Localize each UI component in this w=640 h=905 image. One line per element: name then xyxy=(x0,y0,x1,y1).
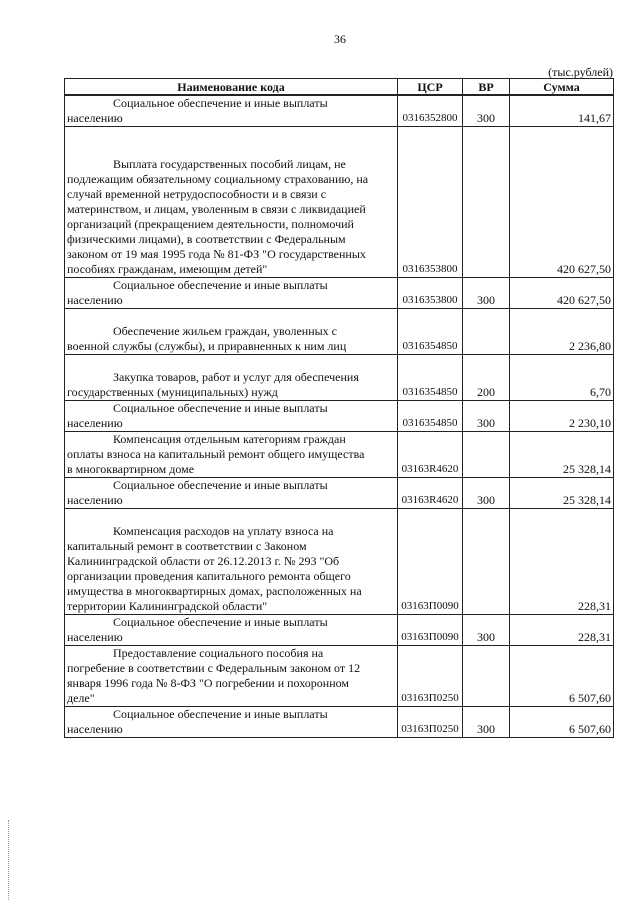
table-row xyxy=(65,127,614,278)
row-name xyxy=(65,707,398,738)
row-sum: 420 627,50 xyxy=(510,278,614,309)
row-name-line: материнством, и лицам, уволенным в связи с ликвидацией xyxy=(67,202,366,216)
header-sum: Сумма xyxy=(510,79,614,96)
row-vr xyxy=(463,509,510,615)
row-vr: 300 xyxy=(463,401,510,432)
row-name-line: Калининградской области от 26.12.2013 г. № 293 "Об xyxy=(67,554,340,568)
units-label: (тыс.рублей) xyxy=(548,65,613,79)
row-sum: 6 507,60 xyxy=(510,707,614,738)
row-sum: 25 328,14 xyxy=(510,432,614,478)
table-row xyxy=(65,478,614,509)
row-vr: 300 xyxy=(463,278,510,309)
row-name-line: физическими лицами), в соответствии с Федеральным xyxy=(67,232,346,246)
row-sum: 141,67 xyxy=(510,95,614,127)
row-vr: 300 xyxy=(463,95,510,127)
row-name-line: Социальное обеспечение и иные выплаты xyxy=(113,707,328,721)
row-name xyxy=(65,355,398,401)
row-name xyxy=(65,401,398,432)
row-sum: 228,31 xyxy=(510,509,614,615)
table-row xyxy=(65,646,614,707)
row-vr: 300 xyxy=(463,615,510,646)
row-name-line: Предоставление социального пособия на xyxy=(113,646,324,660)
row-csr: 03163R4620 xyxy=(398,478,463,509)
table-row xyxy=(65,95,614,127)
row-name xyxy=(65,509,398,615)
row-name-line: случай временной нетрудоспособности и в связи с xyxy=(67,187,327,201)
row-sum: 25 328,14 xyxy=(510,478,614,509)
header-vr: ВР xyxy=(463,79,510,96)
row-name-line: пособиях гражданам, имеющим детей" xyxy=(67,262,268,276)
row-csr: 03163П0090 xyxy=(398,509,463,615)
row-name xyxy=(65,478,398,509)
row-sum: 6,70 xyxy=(510,355,614,401)
row-csr: 0316354850 xyxy=(398,309,463,355)
row-sum: 2 236,80 xyxy=(510,309,614,355)
row-name-line: Социальное обеспечение и иные выплаты xyxy=(113,615,328,629)
table-row xyxy=(65,278,614,309)
row-vr: 300 xyxy=(463,478,510,509)
row-name-line: Выплата государственных пособий лицам, не xyxy=(113,157,346,171)
row-csr: 03163R4620 xyxy=(398,432,463,478)
page-number: 36 xyxy=(334,32,346,46)
row-csr: 0316352800 xyxy=(398,95,463,127)
table-row xyxy=(65,355,614,401)
row-spacer xyxy=(67,509,395,524)
row-name-line: государственных (муниципальных) нужд xyxy=(67,385,278,399)
row-name-line: населению xyxy=(67,111,123,125)
row-csr: 0316353800 xyxy=(398,278,463,309)
row-name-line: января 1996 года № 8-ФЗ "О погребении и похоронном xyxy=(67,676,350,690)
row-name-line: населению xyxy=(67,493,123,507)
row-name-line: населению xyxy=(67,293,123,307)
row-name-line: населению xyxy=(67,630,123,644)
table-row xyxy=(65,309,614,355)
row-csr: 03163П0250 xyxy=(398,707,463,738)
row-name xyxy=(65,127,398,278)
row-csr: 03163П0250 xyxy=(398,646,463,707)
row-spacer xyxy=(67,355,395,370)
row-name-line: законом от 19 мая 1995 года № 81-ФЗ "О государственных xyxy=(67,247,366,261)
row-vr xyxy=(463,309,510,355)
row-name-line: деле" xyxy=(67,691,95,705)
row-name-line: Закупка товаров, работ и услуг для обеспечения xyxy=(113,370,359,384)
row-name xyxy=(65,615,398,646)
row-sum: 228,31 xyxy=(510,615,614,646)
row-csr: 0316353800 xyxy=(398,127,463,278)
row-name xyxy=(65,646,398,707)
table-row xyxy=(65,615,614,646)
row-csr: 0316354850 xyxy=(398,355,463,401)
row-spacer xyxy=(67,142,395,157)
row-name-line: Социальное обеспечение и иные выплаты xyxy=(113,478,328,492)
row-sum: 420 627,50 xyxy=(510,127,614,278)
row-name-line: организации проведения капитального ремонта общего xyxy=(67,569,351,583)
row-sum: 6 507,60 xyxy=(510,646,614,707)
row-name-line: военной службы (службы), и приравненных к ним лиц xyxy=(67,339,347,353)
row-vr: 300 xyxy=(463,707,510,738)
row-vr xyxy=(463,646,510,707)
row-name-line: оплаты взноса на капитальный ремонт общего имущества xyxy=(67,447,365,461)
row-name-line: имущества в многоквартирных домах, расположенных на xyxy=(67,584,362,598)
table-row xyxy=(65,432,614,478)
row-name-line: в многоквартирном доме xyxy=(67,462,195,476)
row-name xyxy=(65,309,398,355)
row-name xyxy=(65,278,398,309)
row-name-line: погребение в соответствии с Федеральным законом от 12 xyxy=(67,661,361,675)
row-csr: 0316354850 xyxy=(398,401,463,432)
row-vr xyxy=(463,432,510,478)
row-name-line: капитальный ремонт в соответствии с Законом xyxy=(67,539,307,553)
table-row xyxy=(65,509,614,615)
row-name-line: Обеспечение жильем граждан, уволенных с xyxy=(113,324,338,338)
header-csr: ЦСР xyxy=(398,79,463,96)
row-name-line: населению xyxy=(67,416,123,430)
row-vr: 200 xyxy=(463,355,510,401)
row-name xyxy=(65,432,398,478)
budget-table xyxy=(64,78,614,738)
table-row xyxy=(65,401,614,432)
table-header-row xyxy=(65,79,614,96)
table-row xyxy=(65,707,614,738)
row-name-line: Компенсация расходов на уплату взноса на xyxy=(113,524,334,538)
row-name-line: Компенсация отдельным категориям граждан xyxy=(113,432,346,446)
row-spacer xyxy=(67,309,395,324)
row-name-line: Социальное обеспечение и иные выплаты xyxy=(113,96,328,110)
row-vr xyxy=(463,127,510,278)
scan-edge-mark xyxy=(8,820,10,900)
table-body xyxy=(65,95,614,738)
row-csr: 03163П0090 xyxy=(398,615,463,646)
row-name xyxy=(65,95,398,127)
row-name-line: территории Калининградской области" xyxy=(67,599,268,613)
row-name-line: подлежащим обязательному социальному страхованию, на xyxy=(67,172,369,186)
row-name-line: населению xyxy=(67,722,123,736)
row-spacer xyxy=(67,127,395,142)
header-name: Наименование кода xyxy=(65,79,398,96)
row-name-line: организаций (прекращением деятельности, полномочий xyxy=(67,217,354,231)
row-name-line: Социальное обеспечение и иные выплаты xyxy=(113,278,328,292)
row-name-line: Социальное обеспечение и иные выплаты xyxy=(113,401,328,415)
row-sum: 2 230,10 xyxy=(510,401,614,432)
